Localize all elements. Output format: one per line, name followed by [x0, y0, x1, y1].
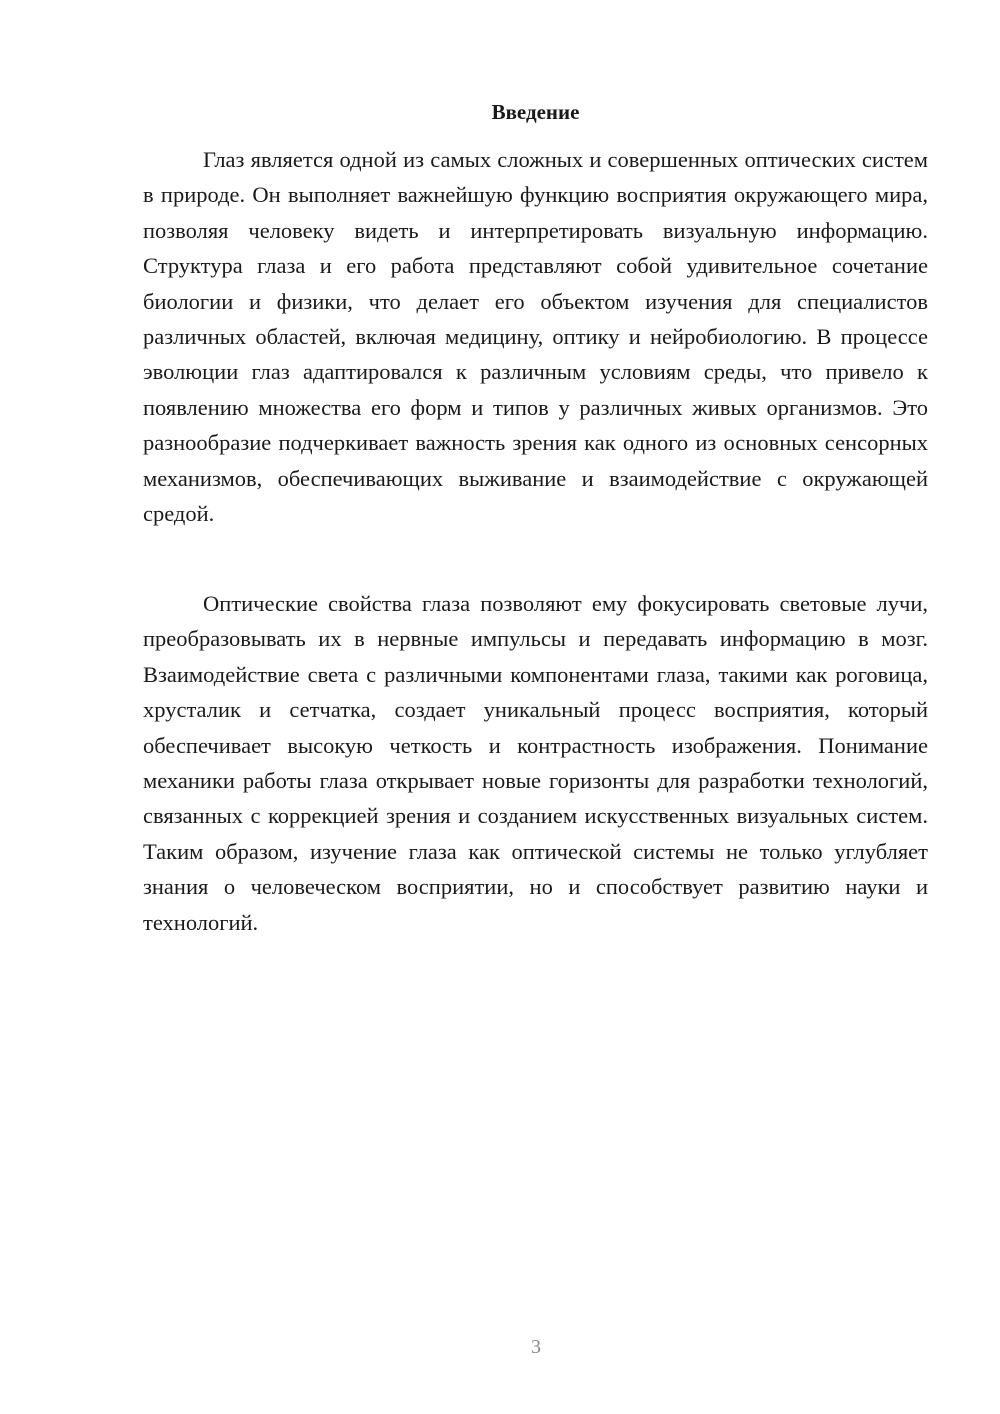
- page-number: 3: [531, 1336, 541, 1358]
- paragraph-1: Глаз является одной из самых сложных и совершенных оптических систем в природе. Он выполняет важнейшую функцию восприятия окружающего мира, позволяя человеку видеть и интерпретировать визуальную информацию. Структура глаза и его работа представляют собой удивительное сочетание биологии и физики, что делает его объектом изучения для специалистов различных областей, включая медицину, оптику и нейробиологию. В процессе эволюции глаз адаптировался к различным условиям среды, что привело к появлению множества его форм и типов у различных живых организмов. Это разнообразие подчеркивает важность зрения как одного из основных сенсорных механизмов, обеспечивающих выживание и взаимодействие с окружающей средой.: [143, 147, 928, 527]
- section-heading: Введение: [491, 100, 580, 124]
- paragraph-2: Оптические свойства глаза позволяют ему фокусировать световые лучи, преобразовывать их в нервные импульсы и передавать информацию в мозг. Взаимодействие света с различными компонентами глаза, такими как роговица, хрусталик и сетчатка, создает уникальный процесс восприятия, который обеспечивает высокую четкость и контрастность изображения. Понимание механики работы глаза открывает новые горизонты для разработки технологий, связанных с коррекцией зрения и созданием искусственных визуальных систем. Таким образом, изучение глаза как оптической системы не только углубляет знания о человеческом восприятии, но и способствует развитию науки и технологий.: [143, 591, 928, 935]
